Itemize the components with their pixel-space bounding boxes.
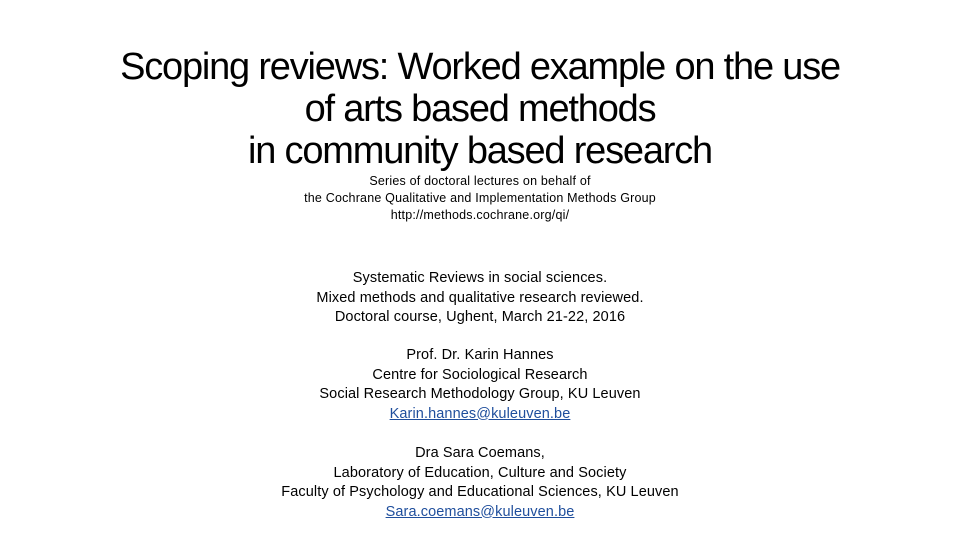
lecture-series-info bbox=[180, 173, 780, 224]
course-line-2: Mixed methods and qualitative research reviewed. bbox=[316, 289, 644, 306]
series-line-2: the Cochrane Qualitative and Implementation Methods Group bbox=[304, 191, 656, 205]
slide-title bbox=[60, 46, 900, 172]
presenter-name: Dra Sara Coemans, bbox=[415, 445, 545, 461]
title-line-3: in community based research bbox=[248, 130, 712, 172]
course-line-1: Systematic Reviews in social sciences. bbox=[352, 270, 608, 286]
presenter-group: Social Research Methodology Group, KU Leuven bbox=[319, 386, 641, 402]
title-line-1: Scoping reviews: Worked example on the use bbox=[120, 46, 840, 88]
presenter-affiliation: Laboratory of Education, Culture and Society bbox=[333, 464, 627, 481]
presenter-faculty: Faculty of Psychology and Educational Sciences, KU Leuven bbox=[281, 484, 679, 500]
presenter-hannes bbox=[180, 346, 780, 424]
series-url: http://methods.cochrane.org/qi/ bbox=[390, 208, 570, 222]
series-line-1: Series of doctoral lectures on behalf of bbox=[369, 174, 591, 188]
title-line-2: of arts based methods bbox=[304, 88, 656, 130]
presenter-affiliation: Centre for Sociological Research bbox=[372, 366, 588, 383]
email-link-coemans[interactable]: Sara.coemans@kuleuven.be bbox=[385, 503, 575, 520]
presenter-name: Prof. Dr. Karin Hannes bbox=[406, 347, 554, 363]
email-link-hannes[interactable]: Karin.hannes@kuleuven.be bbox=[389, 405, 571, 422]
course-info bbox=[180, 269, 780, 328]
presenter-coemans bbox=[180, 444, 780, 522]
course-line-3: Doctoral course, Ughent, March 21-22, 2016 bbox=[334, 309, 626, 325]
